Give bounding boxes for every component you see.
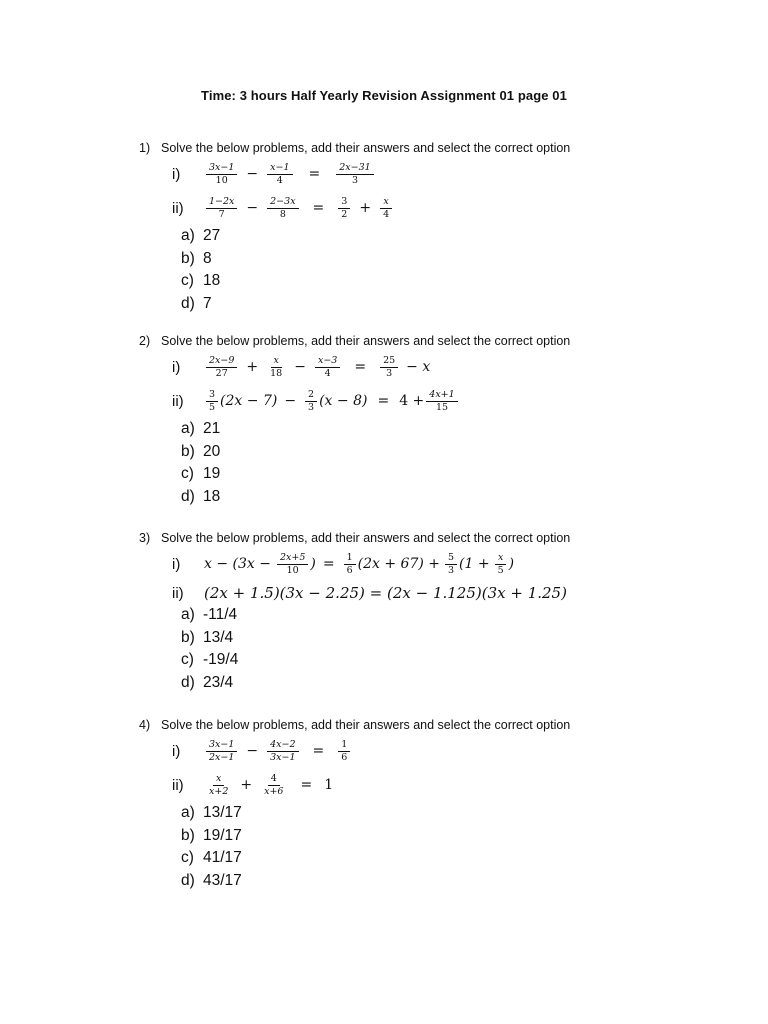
fraction: $\frac{2x-31}{3}$ bbox=[336, 162, 373, 187]
option-b: b) 19/17 bbox=[181, 826, 242, 844]
option-b: b) 20 bbox=[181, 442, 221, 460]
equation-expression: $\frac{3x-1}{10}$ − $\frac{x-1}{4}$ = $\frac{2x-31}{3}$ bbox=[204, 162, 376, 187]
q2-equation-i bbox=[172, 350, 430, 384]
fraction: $\frac{2-3x}{8}$ bbox=[267, 196, 298, 221]
fraction: $\frac{1}{6}$ bbox=[344, 552, 356, 577]
q2-equation-ii bbox=[172, 384, 460, 418]
fraction: $\frac{x}{5}$ bbox=[495, 552, 507, 577]
option-c: c) 41/17 bbox=[181, 849, 242, 866]
fraction: $\frac{3x-1}{2x-1}$ bbox=[206, 739, 237, 764]
equation-expression: $\frac{3x-1}{2x-1}$ − $\frac{4x-2}{3x-1}$ = $\frac{1}{6}$ bbox=[204, 739, 352, 764]
fraction: $\frac{1}{6}$ bbox=[338, 739, 350, 764]
equation-label: ii) bbox=[172, 584, 184, 602]
equation-label: i) bbox=[172, 165, 181, 183]
fraction: $\frac{4x-2}{3x-1}$ bbox=[267, 739, 298, 764]
option-b: b) 13/4 bbox=[181, 628, 234, 646]
q2-options bbox=[181, 418, 220, 508]
fraction: $\frac{x-1}{4}$ bbox=[267, 162, 292, 187]
equation-label: ii) bbox=[172, 776, 184, 794]
fraction: $\frac{x}{4}$ bbox=[380, 196, 392, 221]
fraction: $\frac{3}{5}$ bbox=[206, 389, 218, 414]
option-d: d) 7 bbox=[181, 294, 212, 312]
fraction: $\frac{1-2x}{7}$ bbox=[206, 196, 237, 221]
equation-label: ii) bbox=[172, 392, 184, 410]
question-2-heading bbox=[139, 334, 570, 348]
fraction: $\frac{3}{2}$ bbox=[338, 196, 350, 221]
question-number: 2) bbox=[139, 334, 151, 348]
option-a: a) -11/4 bbox=[181, 606, 238, 623]
fraction: $\frac{5}{3}$ bbox=[445, 552, 457, 577]
q1-equation-i bbox=[172, 157, 376, 191]
question-prompt: Solve the below problems, add their answers and select the correct option bbox=[161, 531, 571, 545]
option-d: d) 18 bbox=[181, 487, 221, 505]
equation-expression: (2x + 1.5)(3x − 2.25) = (2x − 1.125)(3x + 1.25) bbox=[204, 584, 567, 602]
q1-equation-ii bbox=[172, 191, 394, 225]
question-prompt: Solve the below problems, add their answers and select the correct option bbox=[161, 334, 571, 348]
option-d: d) 43/17 bbox=[181, 871, 242, 889]
question-3-heading bbox=[139, 531, 570, 545]
option-d: d) 23/4 bbox=[181, 673, 234, 691]
equation-label: ii) bbox=[172, 199, 184, 217]
equation-expression: $\frac{2x-9}{27}$ + $\frac{x}{18}$ − $\frac{x-3}{4}$ = $\frac{25}{3}$ − x bbox=[204, 355, 430, 380]
question-4-heading bbox=[139, 718, 570, 732]
question-number: 1) bbox=[139, 141, 151, 155]
fraction: $\frac{x-3}{4}$ bbox=[315, 355, 340, 380]
option-c: c) 19 bbox=[181, 465, 221, 482]
option-a: a) 21 bbox=[181, 420, 221, 437]
page-title: Time: 3 hours Half Yearly Revision Assignment 01 page 01 bbox=[201, 88, 567, 103]
question-number: 3) bbox=[139, 531, 151, 545]
question-prompt: Solve the below problems, add their answers and select the correct option bbox=[161, 718, 571, 732]
q3-options bbox=[181, 604, 238, 694]
equation-label: i) bbox=[172, 358, 181, 376]
q4-equation-i bbox=[172, 734, 352, 768]
equation-expression: $\frac{1-2x}{7}$ − $\frac{2-3x}{8}$ = $\frac{3}{2}$ + $\frac{x}{4}$ bbox=[204, 196, 394, 221]
option-b: b) 8 bbox=[181, 249, 212, 267]
fraction: $\frac{25}{3}$ bbox=[380, 355, 398, 380]
q1-options bbox=[181, 225, 220, 315]
fraction: $\frac{4x+1}{15}$ bbox=[426, 389, 457, 414]
option-c: c) 18 bbox=[181, 272, 221, 289]
fraction: $\frac{x}{18}$ bbox=[270, 354, 283, 379]
option-a: a) 13/17 bbox=[181, 804, 242, 821]
fraction: $\frac{4}{x+6}$ bbox=[264, 772, 284, 797]
option-a: a) 27 bbox=[181, 227, 221, 244]
equation-label: i) bbox=[172, 742, 181, 760]
question-number: 4) bbox=[139, 718, 151, 732]
q4-equation-ii bbox=[172, 768, 333, 802]
option-c: c) -19/4 bbox=[181, 651, 239, 668]
question-1-heading bbox=[139, 141, 570, 155]
fraction: $\frac{3x-1}{10}$ bbox=[206, 162, 237, 187]
equation-expression: x − (3x − $\frac{2x+5}{10}$ ) = $\frac{1}{6}$ (2x + 67) + $\frac{5}{3}$ (1 + $\frac{x}{5}$ ) bbox=[204, 551, 515, 576]
question-prompt: Solve the below problems, add their answers and select the correct option bbox=[161, 141, 571, 155]
equation-expression: $\frac{3}{5}$ (2x − 7) − $\frac{2}{3}$ (x − 8) = 4 + $\frac{4x+1}{15}$ bbox=[204, 389, 460, 414]
fraction: $\frac{2x-9}{27}$ bbox=[206, 355, 237, 380]
fraction: $\frac{2}{3}$ bbox=[305, 389, 317, 414]
fraction: $\frac{2x+5}{10}$ bbox=[277, 552, 308, 577]
q4-options bbox=[181, 802, 242, 892]
equation-label: i) bbox=[172, 555, 181, 573]
fraction: $\frac{x}{x+2}$ bbox=[209, 772, 229, 797]
equation-expression: $\frac{x}{x+2}$ + $\frac{4}{x+6}$ = 1 bbox=[204, 773, 333, 798]
